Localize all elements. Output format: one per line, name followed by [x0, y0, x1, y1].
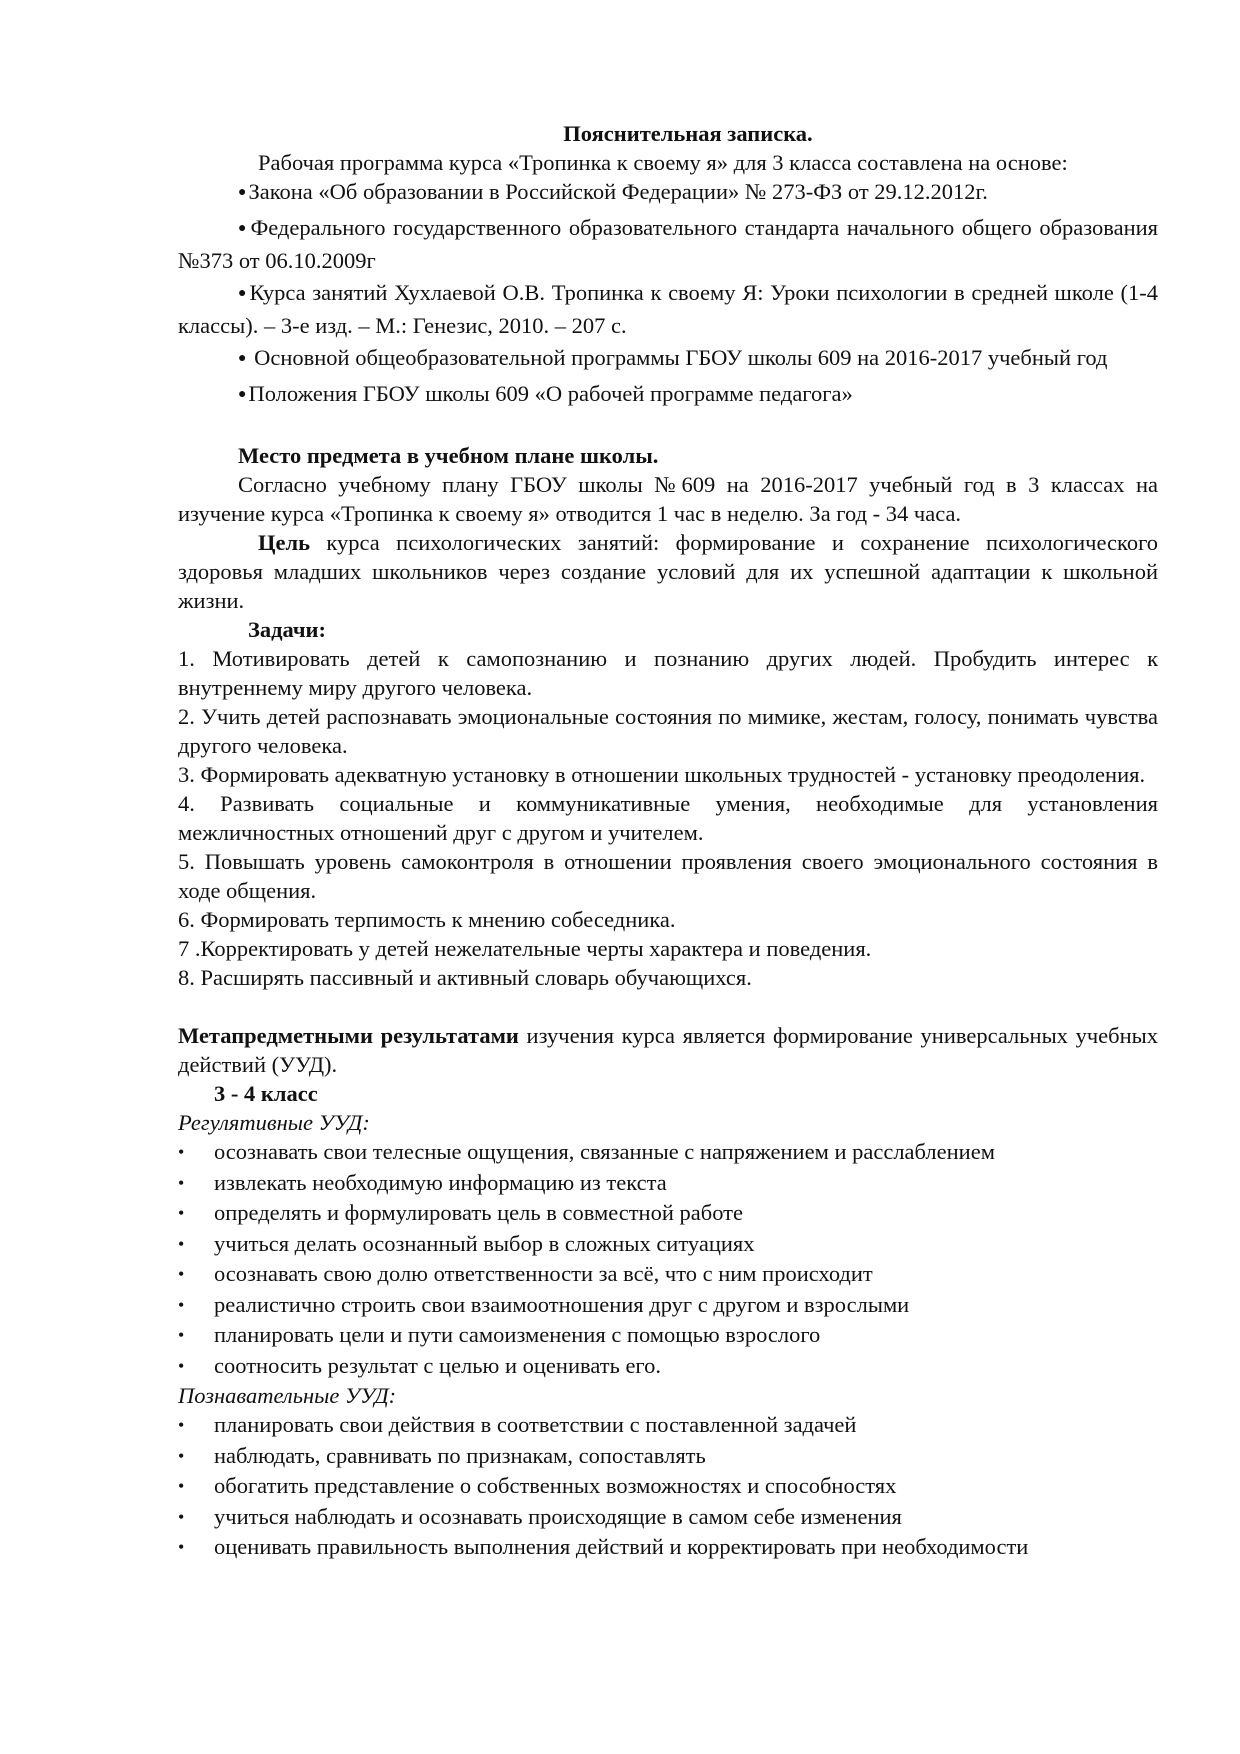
tasks-list	[178, 644, 1158, 992]
list-item: • определять и формулировать цель в совместной работе	[178, 1198, 1158, 1229]
list-item: • осознавать свои телесные ощущения, связанные с напряжением и расслаблением	[178, 1137, 1158, 1168]
place-heading: Место предмета в учебном плане школы.	[238, 443, 659, 468]
meta-label: Метапредметными результатами	[178, 1023, 519, 1048]
bullet-icon: •	[178, 1203, 185, 1223]
list-item: 3. Формировать адекватную установку в отношении школьных трудностей - установку преодоления.	[178, 762, 1146, 787]
bullet-icon: •	[178, 1476, 185, 1496]
list-item: 8. Расширять пассивный и активный словарь обучающихся.	[178, 965, 752, 990]
list-item: ●Курса занятий Хухлаевой О.В. Тропинка к своему Я: Уроки психологии в средней школе (1-4 классы). – 3-е изд. – М.: Генезис, 2010. – 207 с.	[178, 280, 1158, 338]
list-item: ●Федерального государственного образовательного стандарта начального общего образования №373 от 06.10.2009г	[178, 215, 1158, 273]
bullet-icon: •	[178, 1445, 185, 1466]
meta-text: изучения курса является формирование универсальных учебных действий (УУД).	[178, 1023, 1158, 1077]
regulative-heading: Регулятивные УУД:	[178, 1110, 370, 1135]
list-item: • извлекать необходимую информацию из текста	[178, 1168, 1158, 1199]
bullet-icon: ●	[238, 185, 247, 200]
bullet-icon: •	[178, 1233, 185, 1254]
bullet-icon: ●	[238, 221, 249, 236]
place-paragraph: Согласно учебному плану ГБОУ школы №609 на 2016-2017 учебный год в 3 классах на изучение курса «Тропинка к своему я» отводится 1 час в неделю. За год - 34 часа.	[178, 472, 1158, 526]
list-item: 4. Развивать социальные и коммуникативные умения, необходимые для установления межличностных отношений друг с другом и учителем.	[178, 791, 1158, 845]
meta-paragraph	[178, 1021, 1158, 1079]
list-item: 2. Учить детей распознавать эмоциональные состояния по мимике, жестам, голосу, понимать чувства другого человека.	[178, 704, 1158, 758]
bullet-icon: •	[178, 1506, 185, 1527]
list-item: • планировать цели и пути самоизменения с помощью взрослого	[178, 1320, 1158, 1351]
list-item: • планировать свои действия в соответствии с поставленной задачей	[178, 1410, 1158, 1441]
cognitive-heading: Познавательные УУД:	[178, 1383, 397, 1408]
bullet-icon: ●	[238, 351, 247, 366]
list-item: • соотносить результат с целью и оценивать его.	[178, 1351, 1158, 1382]
regulative-list	[178, 1137, 1158, 1381]
list-item: • реалистично строить свои взаимоотношения друг с другом и взрослыми	[178, 1290, 1158, 1321]
goal-paragraph	[178, 528, 1158, 615]
cognitive-list	[178, 1410, 1158, 1563]
document-title: Пояснительная записка.	[563, 121, 813, 146]
bullet-icon: •	[178, 1325, 185, 1345]
goal-text: курса психологических занятий: формирование и сохранение психологического здоровья младших школьников через создание условий для их успешной адаптации к школьной жизни.	[178, 530, 1158, 613]
list-item: • учиться делать осознанный выбор в сложных ситуациях	[178, 1229, 1158, 1260]
list-item: • осознавать свою долю ответственности за всё, что с ним происходит	[178, 1259, 1158, 1290]
list-item: 1. Мотивировать детей к самопознанию и познанию других людей. Пробудить интерес к внутреннему миру другого человека.	[178, 646, 1158, 700]
bullet-icon: •	[178, 1172, 185, 1193]
goal-label: Цель	[258, 530, 311, 555]
list-item: ●Закона «Об образовании в Российской Федерации» № 273-ФЗ от 29.12.2012г.	[238, 179, 988, 204]
basis-list	[178, 177, 1158, 412]
list-item: 6. Формировать терпимость к мнению собеседника.	[178, 907, 676, 932]
list-item: • обогатить представление о собственных возможностях и способностях	[178, 1471, 1158, 1502]
list-item: • учиться наблюдать и осознавать происходящие в самом себе изменения	[178, 1502, 1158, 1533]
bullet-icon: •	[178, 1294, 185, 1315]
list-item: • оценивать правильность выполнения действий и корректировать при необходимости	[178, 1532, 1158, 1563]
document-page	[178, 119, 1158, 1563]
list-item: 7 .Корректировать у детей нежелательные черты характера и поведения.	[178, 936, 872, 961]
bullet-icon: •	[178, 1142, 185, 1162]
list-item: • наблюдать, сравнивать по признакам, сопоставлять	[178, 1441, 1158, 1472]
list-item: ● Основной общеобразовательной программы ГБОУ школы 609 на 2016-2017 учебный год	[238, 345, 1108, 370]
intro-paragraph: Рабочая программа курса «Тропинка к своему я» для 3 класса составлена на основе:	[258, 150, 1068, 175]
bullet-icon: •	[178, 1537, 185, 1557]
class-heading: 3 - 4 класс	[214, 1081, 318, 1106]
bullet-icon: •	[178, 1415, 185, 1435]
tasks-heading: Задачи:	[248, 617, 327, 642]
bullet-icon: •	[178, 1355, 185, 1376]
list-item: 5. Повышать уровень самоконтроля в отношении проявления своего эмоционального состояния в ходе общения.	[178, 849, 1158, 903]
bullet-icon: •	[178, 1264, 185, 1284]
bullet-icon: ●	[238, 286, 248, 301]
list-item: ●Положения ГБОУ школы 609 «О рабочей программе педагога»	[238, 381, 853, 406]
bullet-icon: ●	[238, 387, 247, 402]
